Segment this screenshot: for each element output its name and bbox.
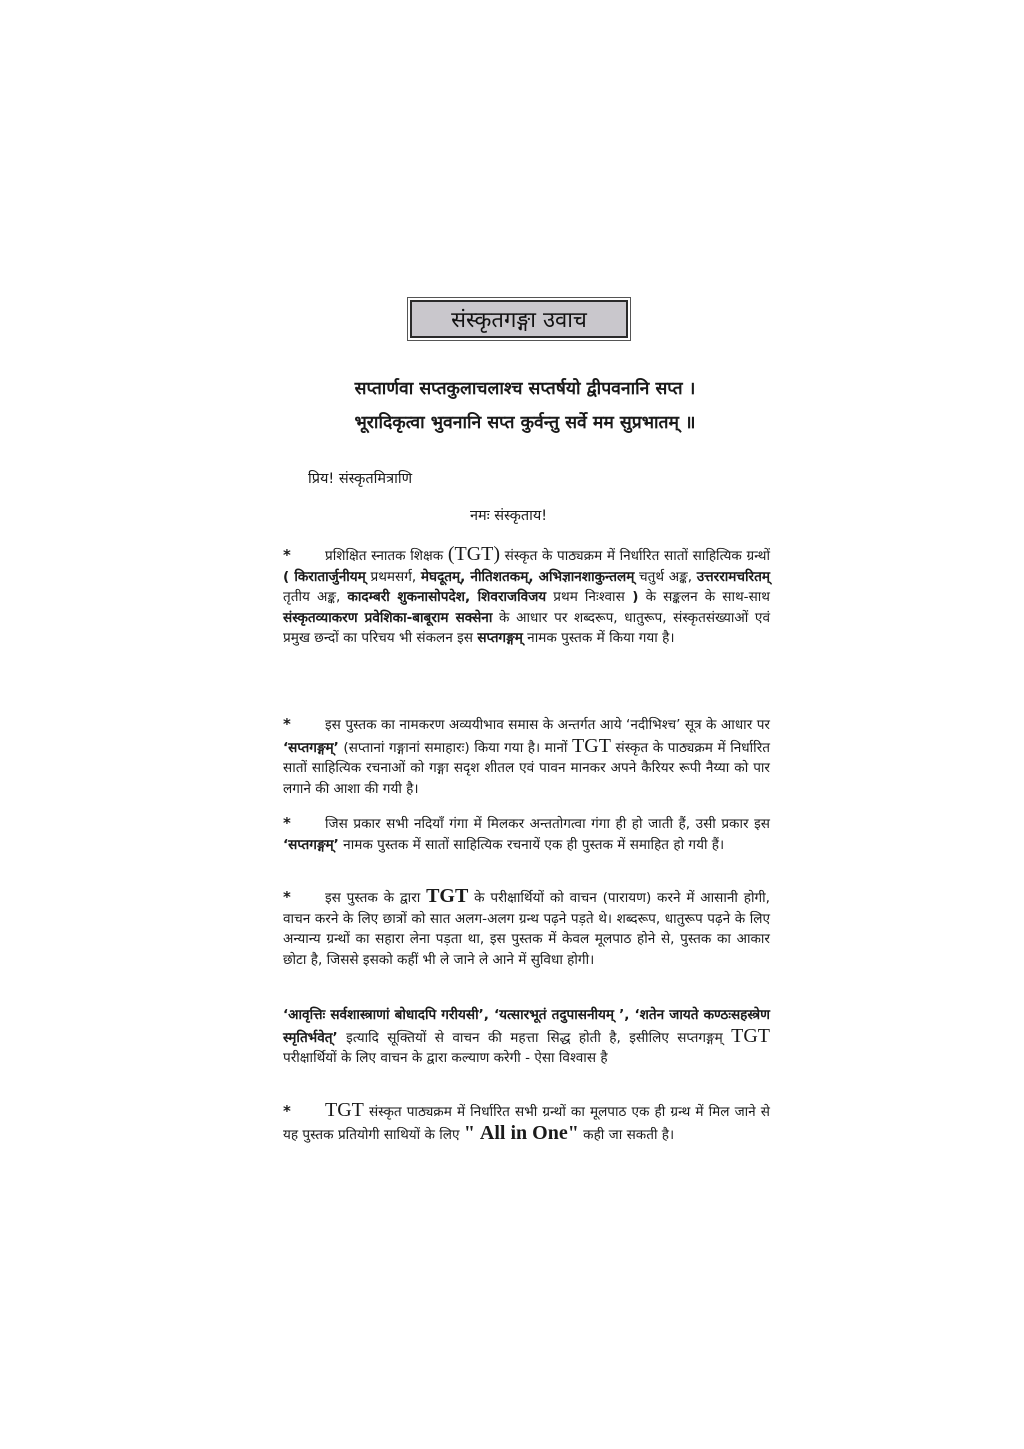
text: चतुर्थ अङ्क, — [634, 568, 697, 585]
bullet-star-icon: * — [283, 888, 291, 906]
text: प्रथमसर्ग, — [365, 568, 421, 585]
verse-line-2: भूरादिकृत्वा भुवनानि सप्त कुर्वन्तु सर्वे मम सुप्रभातम् ॥ — [354, 413, 696, 433]
paragraph-4 — [283, 886, 770, 970]
verse-line-1: सप्तार्णवा सप्तकुलाचलाश्च सप्तर्षयो द्वीपवनानि सप्त । — [354, 379, 696, 399]
bold-text: सप्तगङ्गम् — [477, 630, 523, 646]
text: इत्यादि सूक्तियों से वाचन की महत्ता सिद्ध होती है, इसीलिए सप्तगङ्गम् — [337, 1029, 732, 1046]
bold-text: ( किरातार्जुनीयम् — [283, 568, 366, 585]
text: कही जा सकती है। — [578, 1126, 675, 1143]
bold-quotes: ‘आवृत्तिः सर्वशास्त्राणां बोधादपि गरीयसी’, ‘यत्सारभूतं तदुपासनीयम् ’, ‘शतेन जायते कण्ठःसहस्त्रेण स्मृतिर्भवेत्’ — [283, 1007, 770, 1046]
paragraph-1 — [283, 544, 770, 649]
bold-text: ‘सप्तगङ्गम्’ — [283, 739, 339, 756]
bold-text: कादम्बरी शुकनासोपदेश, शिवराजविजय — [347, 589, 547, 605]
namah-sanskritaya: नमः संस्कृताय! — [470, 508, 548, 524]
page-title-box — [410, 300, 628, 338]
bullet-star-icon: * — [283, 1102, 291, 1120]
tgt-text: (TGT) — [447, 543, 501, 565]
bullet-star-icon: * — [283, 814, 291, 832]
paragraph-6 — [283, 1100, 770, 1145]
bold-text: ‘सप्तगङ्गम्’ — [283, 836, 339, 853]
text: (सप्तानां गङ्गानां समाहारः) किया गया है। मानों — [338, 739, 573, 756]
paragraph-2 — [283, 714, 770, 799]
all-in-one-text: " All in One" — [463, 1121, 579, 1144]
text: प्रशिक्षित स्नातक शिक्षक — [325, 548, 448, 564]
text: इस पुस्तक के द्वारा — [325, 890, 427, 906]
text: के सङ्कलन के साथ-साथ — [638, 589, 770, 605]
bold-text: संस्कृतव्याकरण प्रवेशिका-बाबूराम सक्सेना — [283, 609, 493, 626]
bold-text: ) — [624, 589, 639, 605]
tgt-text: TGT — [572, 734, 611, 757]
text: नामक पुस्तक में किया गया है। — [522, 630, 675, 646]
text: के आधार पर शब्दरूप, धातुरूप, संस्कृतसंख्याओं एवं प्रमुख छन्दों का परिचय भी संकलन इस — [283, 609, 771, 646]
page-title: संस्कृतगङ्गा उवाच — [451, 308, 587, 333]
text: परीक्षार्थियों के लिए वाचन के द्वारा कल्याण करेगी - ऐसा विश्वास है — [283, 1050, 608, 1066]
salutation: प्रिय! संस्कृतमित्राणि — [308, 471, 413, 487]
tgt-text: TGT — [426, 885, 469, 907]
bullet-star-icon: * — [283, 715, 291, 733]
text: के परीक्षार्थियों को वाचन (पारायण) करने में आसानी होगी, वाचन करने के लिए छात्रों को सात अलग-अलग ग्रन्थ पढ़ने पड़ते थे। शब्दरूप, धातुरूप पढ़ने के लिए अन्यान्य ग्रन्थों का सहारा लेना पड़ता था, इस पुस्तक में केवल मूलपाठ होने से, पुस्तक का आकार छोटा है, जिससे इसको कहीं भी ले जाने ले आने में सुविधा होगी। — [283, 890, 770, 968]
text: संस्कृत के पाठ्यक्रम में निर्धारित सातों साहित्यिक ग्रन्थों — [500, 548, 770, 564]
text: नामक पुस्तक में सातों साहित्यिक रचनायें एक ही पुस्तक में समाहित हो गयी हैं। — [338, 836, 725, 853]
text: तृतीय अङ्क, — [283, 589, 348, 605]
tgt-text: TGT — [731, 1024, 770, 1047]
paragraph-5 — [283, 1005, 770, 1069]
opening-verse — [290, 372, 760, 440]
bold-text: उत्तररामचरितम् — [696, 568, 770, 585]
bold-text: मेघदूतम्, नीतिशतकम्, अभिज्ञानशाकुन्तलम् — [420, 568, 635, 585]
text: संस्कृत के पाठ्यक्रम में निर्धारित सातों साहित्यिक रचनाओं को गङ्गा सदृश शीतल एवं पावन मानकर अपने कैरियर रूपी नैय्या को पार लगाने की आशा की गयी है। — [283, 739, 771, 797]
text: संस्कृत पाठ्यक्रम में निर्धारित सभी ग्रन्थों का मूलपाठ एक ही ग्रन्थ में मिल जाने से यह पुस्तक प्रतियोगी साथियों के लिए — [283, 1104, 770, 1143]
paragraph-3 — [283, 813, 770, 855]
tgt-text: TGT — [325, 1099, 364, 1121]
text: इस पुस्तक का नामकरण अव्ययीभाव समास के अन्तर्गत आये ‘नदीभिश्च’ सूत्र के आधार पर — [325, 717, 770, 733]
text: जिस प्रकार सभी नदियाँ गंगा में मिलकर अन्ततोगत्वा गंगा ही हो जाती हैं, उसी प्रकार इस — [325, 816, 770, 832]
bullet-star-icon: * — [283, 546, 291, 564]
text: प्रथम निःश्वास — [546, 589, 625, 605]
